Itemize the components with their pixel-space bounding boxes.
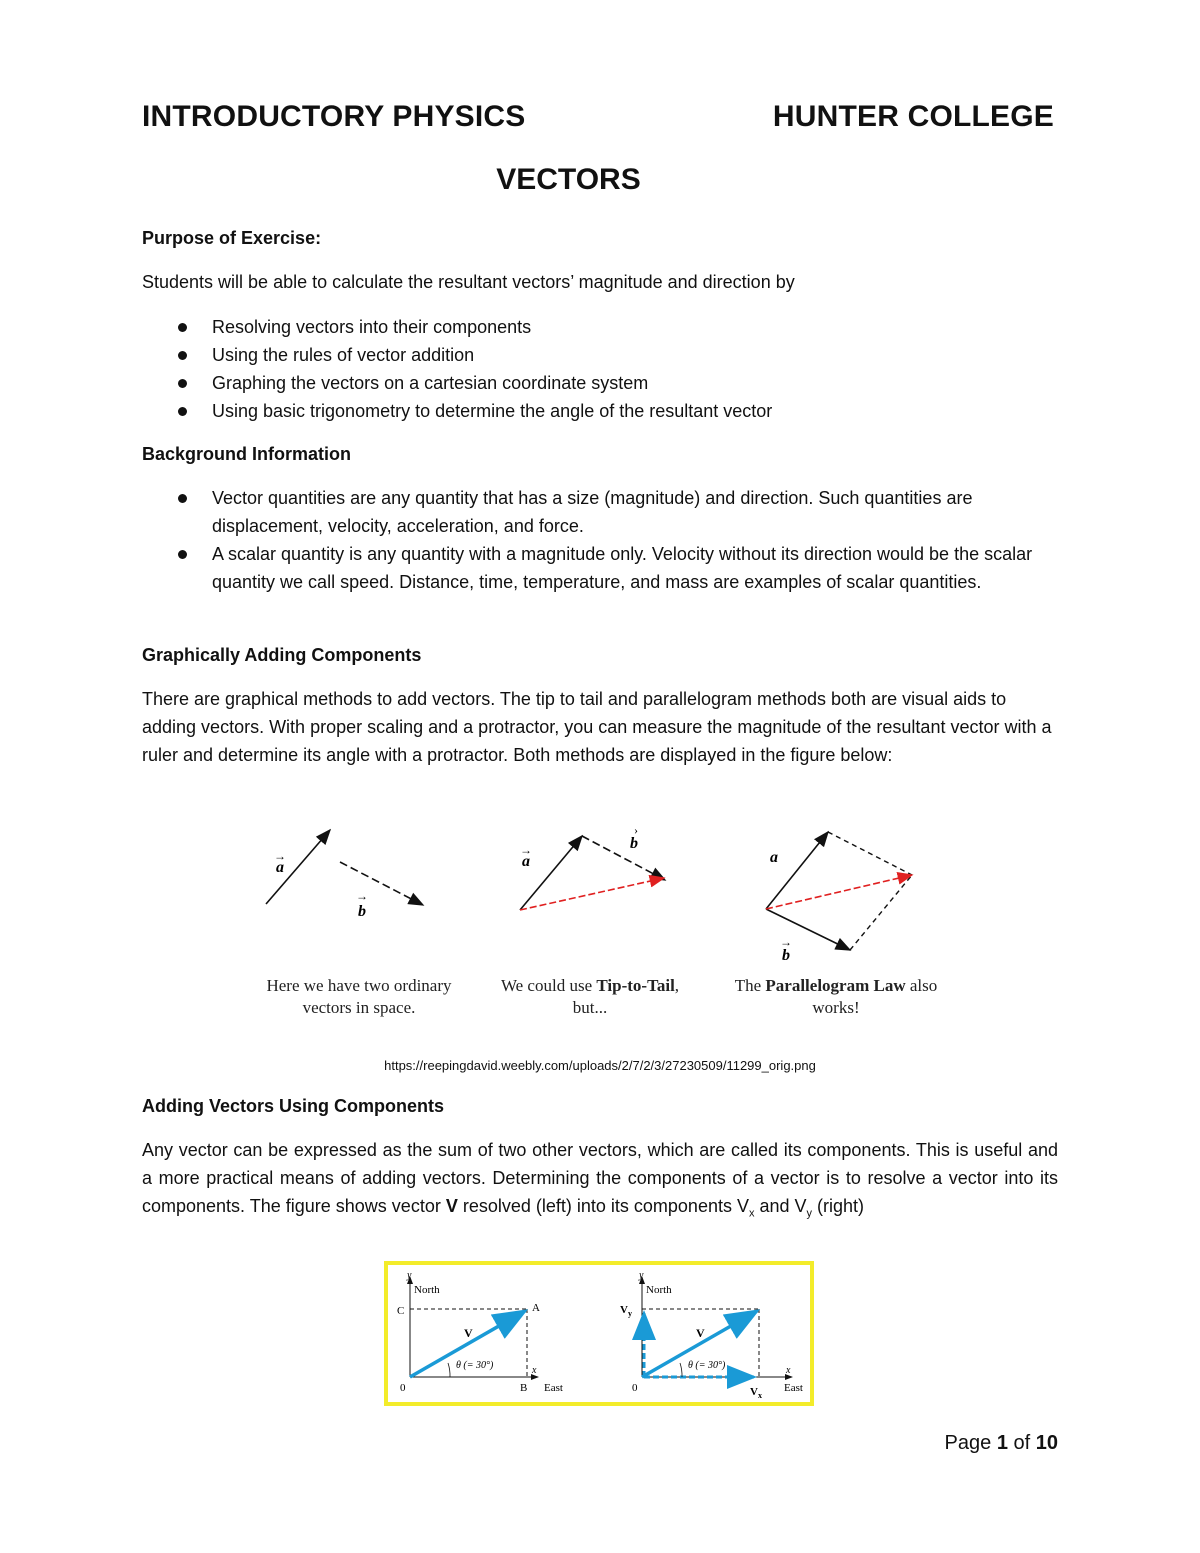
graphical-heading: Graphically Adding Components <box>142 645 422 665</box>
page-footer: Page 1 of 10 <box>944 1432 1058 1454</box>
components-text: Any vector can be expressed as the sum of two other vectors, which are called its components. This is useful and a more practical means of adding vectors. Determining the components of a vector is to resolve a vector into its components. The figure shows vector V resolved (left) into its components $V_x$ and $V_y$ (right) <box>142 1140 1058 1220</box>
svg-text:0: 0 <box>400 1382 406 1394</box>
source-url: https://reepingdavid.weebly.com/uploads/2/7/2/3/27230509/11299_orig.png <box>384 1058 816 1073</box>
svg-text:C: C <box>397 1305 405 1317</box>
purpose-list <box>142 313 1058 425</box>
vector-b-label: b <box>782 947 790 964</box>
bullet-icon <box>178 407 187 416</box>
vector-a-label: a <box>770 849 778 866</box>
arrow-over-icon: › <box>634 823 638 837</box>
background-list <box>142 484 1058 596</box>
arrow-over-icon: → <box>520 843 532 857</box>
list-item: Using basic trigonometry to determine the angle of the resultant vector <box>142 397 1058 425</box>
vector-b-arrow <box>340 862 423 905</box>
vector-a-label: a <box>522 853 530 870</box>
list-item: Graphing the vectors on a cartesian coordinate system <box>142 369 1058 397</box>
arrow-over-icon: → <box>356 889 368 903</box>
graphical-text: There are graphical methods to add vectors. The tip to tail and parallelogram methods both are visual aids to adding vectors. With proper scaling and a protractor, you can measure the magnitude of the resultant vector with a ruler and determine its angle with a protractor. Both methods are displayed in the figure below: <box>142 689 1052 765</box>
svg-text:B: B <box>520 1382 528 1394</box>
school-header: HUNTER COLLEGE <box>772 100 1054 133</box>
bullet-icon <box>178 351 187 360</box>
svg-text:y: y <box>639 1270 644 1281</box>
list-item: Using the rules of vector addition <box>142 341 1058 369</box>
caption-ordinary-vectors: Here we have two ordinary vectors in space. <box>266 976 452 1017</box>
arrow-over-icon: → <box>780 935 792 949</box>
svg-text:East: East <box>544 1382 563 1394</box>
svg-text:θ (= 30°): θ (= 30°) <box>456 1360 494 1371</box>
page-title: VECTORS <box>496 163 641 196</box>
svg-text:V: V <box>464 1326 473 1340</box>
svg-text:East: East <box>784 1382 803 1394</box>
vector-b-arrow <box>582 836 665 880</box>
vector-components-figure <box>384 1261 814 1406</box>
svg-text:North: North <box>414 1284 440 1296</box>
vector-a-label: a <box>276 859 284 876</box>
svg-text:0: 0 <box>632 1382 638 1394</box>
svg-text:A: A <box>532 1302 540 1314</box>
svg-text:θ (= 30°): θ (= 30°) <box>688 1360 726 1371</box>
svg-text:x: x <box>786 1365 791 1376</box>
vector-b-label: b <box>630 835 638 852</box>
svg-text:x: x <box>532 1365 537 1376</box>
vector-b-arrow <box>766 909 850 950</box>
parallel-a-dashed <box>850 875 912 950</box>
vector-b-label: b <box>358 903 366 920</box>
components-heading: Adding Vectors Using Components <box>142 1096 445 1116</box>
bullet-icon <box>178 379 187 388</box>
list-item: Resolving vectors into their components <box>142 313 1058 341</box>
list-item: Vector quantities are any quantity that has a size (magnitude) and direction. Such quantities are displacement, velocity, acceleration, and force. <box>142 484 1058 540</box>
components-diagram <box>388 1265 810 1402</box>
caption-parallelogram: The Parallelogram Law also works! <box>734 976 938 1017</box>
svg-text:V: V <box>696 1326 705 1340</box>
vector-diagrams <box>230 820 990 970</box>
svg-text:y: y <box>407 1270 412 1281</box>
caption-tip-to-tail: We could use Tip-to-Tail, but... <box>500 976 680 1017</box>
list-item: A scalar quantity is any quantity with a magnitude only. Velocity without its direction would be the scalar quantity we call speed. Distance, time, temperature, and mass are examples of scalar quantities. <box>142 540 1058 596</box>
angle-arc <box>448 1363 450 1377</box>
vx-label: $V_x$ <box>750 1386 762 1400</box>
arrow-over-icon: → <box>274 849 286 863</box>
svg-text:North: North <box>646 1284 672 1296</box>
course-header: INTRODUCTORY PHYSICS <box>142 100 526 133</box>
vector-addition-figure <box>230 820 990 1030</box>
bullet-icon <box>178 494 187 503</box>
bullet-icon <box>178 550 187 559</box>
bullet-icon <box>178 323 187 332</box>
resultant-arrow <box>766 875 912 909</box>
purpose-intro: Students will be able to calculate the resultant vectors’ magnitude and direction by <box>142 272 795 292</box>
angle-arc <box>680 1363 682 1377</box>
vy-label: $V_y$ <box>620 1304 632 1318</box>
resultant-arrow <box>520 878 664 910</box>
parallel-b-dashed <box>828 832 912 875</box>
purpose-heading: Purpose of Exercise: <box>142 228 322 248</box>
background-heading: Background Information <box>142 444 352 464</box>
